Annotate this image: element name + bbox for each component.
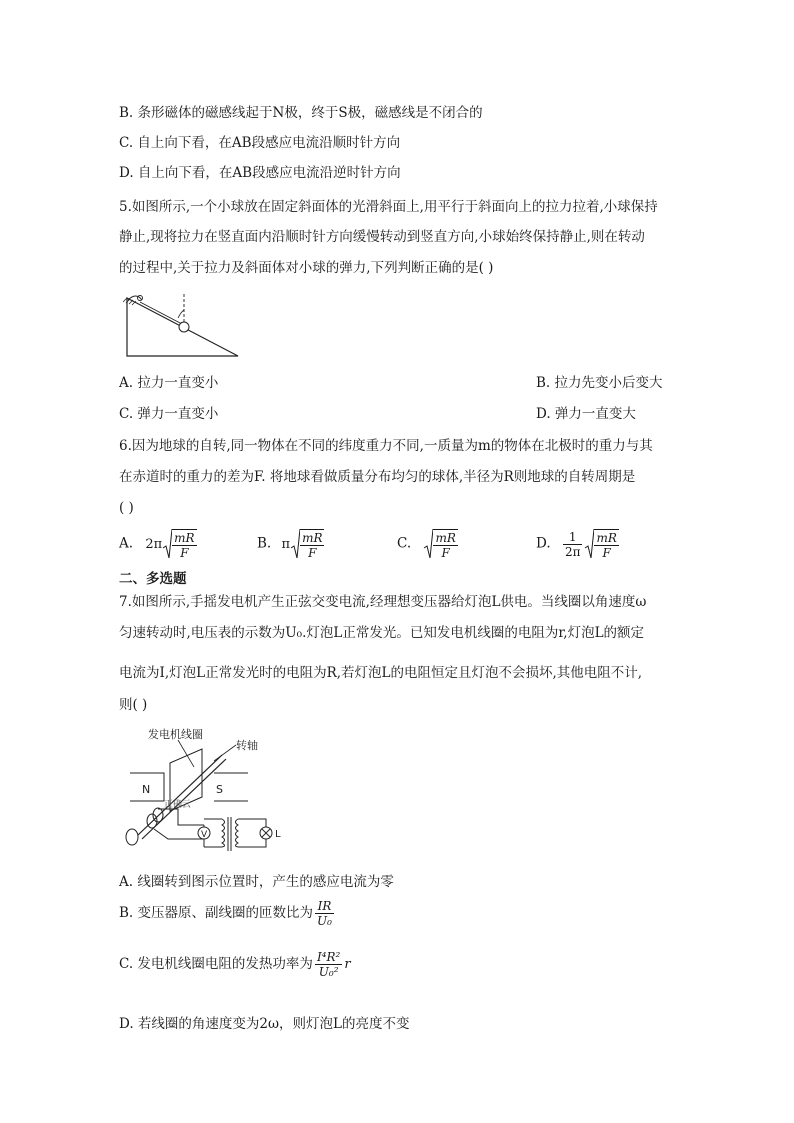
sqrt-symbol bbox=[584, 528, 594, 560]
q7-option-b-fraction: $\frac{IR}{\text{U₀}}$ bbox=[317, 899, 332, 928]
magnet-s-label: S bbox=[216, 783, 223, 796]
q6-option-b-label: B. bbox=[257, 535, 272, 552]
q7-option-c-fraction: $\frac{\text{I⁴R²}}{\text{U₀²}}$ bbox=[316, 950, 341, 979]
q7-text-line-2: 匀速转动时,电压表的示数为U₀.灯泡L正常发光。已知发电机线圈的电阻为r,灯泡L的额定 bbox=[119, 625, 645, 641]
q7-generator-figure bbox=[118, 727, 288, 859]
q4-option-d: D. 自上向下看，在AB段感应电流沿逆时针方向 bbox=[119, 165, 401, 181]
watermark-text: 正确云 bbox=[164, 800, 192, 810]
sqrt-symbol bbox=[423, 528, 433, 560]
voltmeter-label: V bbox=[201, 830, 208, 840]
q7-option-c-text: C. 发电机线圈电阻的发热功率为 bbox=[119, 956, 313, 972]
q6-option-a-coef: 2π bbox=[145, 536, 163, 552]
q6-text-line-3: ( ) bbox=[119, 500, 134, 516]
q5-text-line-1: 5.如图所示,一个小球放在固定斜面体的光滑斜面上,用平行于斜面向上的拉力拉着,小球保持 bbox=[119, 199, 658, 215]
q6-option-a-label: A. bbox=[119, 535, 134, 552]
q6-option-b bbox=[257, 528, 326, 560]
q6-option-c-fraction: $\frac{mR}{F}$ bbox=[435, 530, 456, 560]
q6-option-d-coef: $\frac{1}{2\pi}$ bbox=[564, 529, 581, 559]
q7-option-a: A. 线圈转到图示位置时，产生的感应电流为零 bbox=[119, 874, 394, 890]
coil-label: 发电机线圈 bbox=[148, 728, 203, 741]
q5-text-line-2: 静止,现将拉力在竖直面内沿顺时针方向缓慢转动到竖直方向,小球始终保持静止,则在转动 bbox=[119, 229, 645, 245]
q7-text-line-4: 则( ) bbox=[119, 697, 148, 713]
sqrt-symbol bbox=[162, 528, 172, 560]
q7-option-d: D. 若线圈的角速度变为2ω，则灯泡L的亮度不变 bbox=[119, 1016, 410, 1032]
q6-option-a-fraction: $\frac{mR}{F}$ bbox=[174, 530, 195, 560]
lamp-label: L bbox=[275, 829, 281, 840]
q7-text-line-3: 电流为I,灯泡L正常发光时的电阻为R,若灯泡L的电阻恒定且灯泡不会损坏,其他电阻不计, bbox=[119, 665, 643, 681]
q6-option-a bbox=[119, 528, 199, 560]
q6-option-d-fraction: $\frac{mR}{F}$ bbox=[596, 530, 617, 560]
q5-incline-figure bbox=[118, 288, 248, 362]
q6-option-c-label: C. bbox=[397, 535, 412, 552]
q6-option-d-label: D. bbox=[536, 535, 551, 552]
q4-option-b: B. 条形磁体的磁感线起于N极，终于S极，磁感线是不闭合的 bbox=[119, 105, 483, 121]
q6-option-c bbox=[397, 528, 460, 560]
q6-option-d bbox=[536, 528, 621, 560]
q6-option-b-coef: π bbox=[281, 536, 291, 552]
q5-option-a: A. 拉力一直变小 bbox=[119, 375, 219, 391]
q5-option-d: D. 弹力一直变大 bbox=[536, 406, 636, 422]
q7-option-b bbox=[119, 899, 336, 928]
q7-text-line-1: 7.如图所示,手摇发电机产生正弦交变电流,经理想变压器给灯泡L供电。当线圈以角速度ω bbox=[119, 594, 647, 610]
q5-option-c: C. 弹力一直变小 bbox=[119, 406, 219, 422]
q7-option-b-text: B. 变压器原、副线圈的匝数比为 bbox=[119, 905, 314, 921]
q6-text-line-1: 6.因为地球的自转,同一物体在不同的纬度重力不同,一质量为m的物体在北极时的重力与其 bbox=[119, 438, 653, 454]
axis-label: 转轴 bbox=[236, 739, 258, 752]
magnet-n-label: N bbox=[142, 783, 151, 796]
q5-option-b: B. 拉力先变小后变大 bbox=[536, 375, 663, 391]
q6-option-b-fraction: $\frac{mR}{F}$ bbox=[302, 530, 323, 560]
q4-option-c: C. 自上向下看，在AB段感应电流沿顺时针方向 bbox=[119, 135, 401, 151]
q7-option-c bbox=[119, 950, 351, 979]
q6-text-line-2: 在赤道时的重力的差为F. 将地球看做质量分布均匀的球体,半径为R则地球的自转周期是 bbox=[119, 469, 636, 485]
q5-text-line-3: 的过程中,关于拉力及斜面体对小球的弹力,下列判断正确的是( ) bbox=[119, 260, 494, 276]
section-heading-multiple-choice: 二、多选题 bbox=[119, 571, 187, 587]
q7-option-c-tail: r bbox=[344, 957, 351, 972]
sqrt-symbol bbox=[290, 528, 300, 560]
